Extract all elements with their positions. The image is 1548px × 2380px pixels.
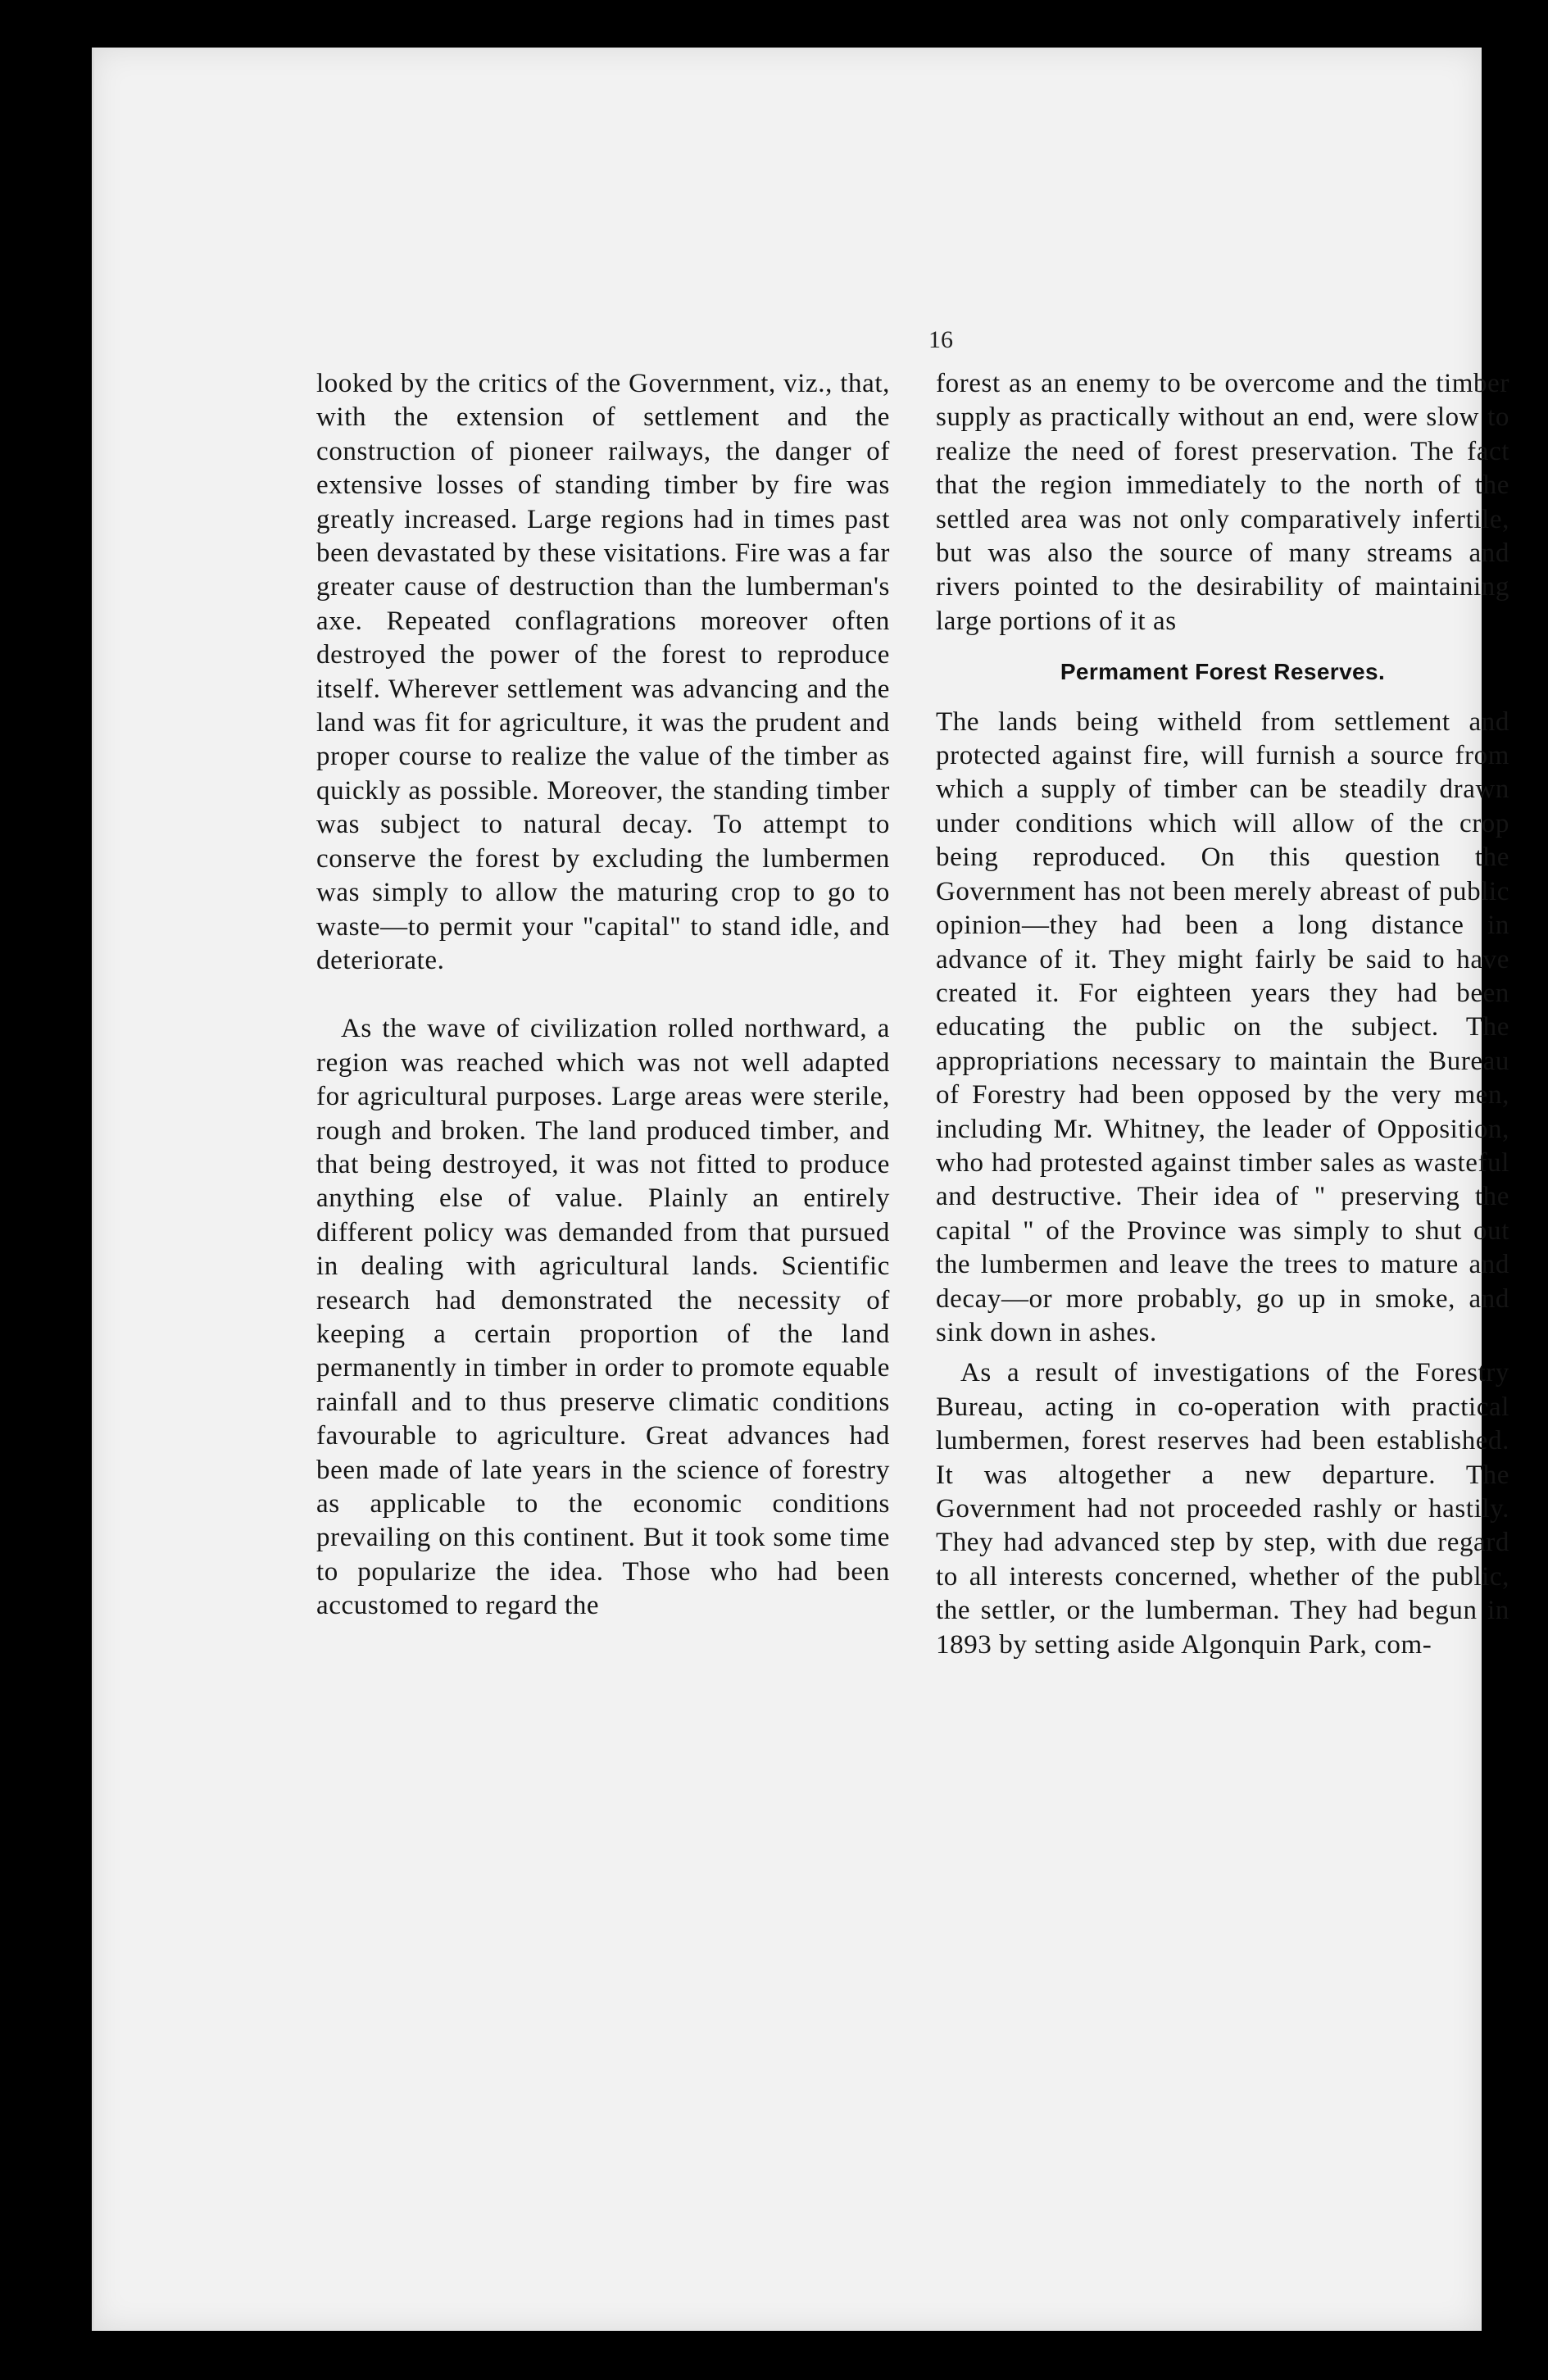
left-column [316, 367, 890, 1624]
right-column [936, 367, 1509, 1662]
left-paragraph-1: looked by the critics of the Government, viz., that, with the extension of settlement and the construction of pioneer railways, the danger of extensive losses of standing timber by fire was greatly increased. Large regions had in times past been devastated by these visitations. Fire was a far greater cause of destruction than the lumberman's axe. Repeated conflagrations moreover often destroyed the power of the forest to reproduce itself. Wherever settlement was advancing and the land was fit for agriculture, it was the prudent and proper course to realize the value of the timber as quickly as possible. Moreover, the standing timber was subject to natural decay. To attempt to conserve the forest by excluding the lumbermen was simply to allow the maturing crop to go to waste—to permit your "capital" to stand idle, and deteriorate. [316, 369, 890, 975]
right-paragraph-1: forest as an enemy to be overcome and the timber supply as practically without an end, were slow to realize the need of forest preservation. The fact that the region immediately to the north of the settled area was not only comparatively infertile, but was also the source of many streams and rivers pointed to the desirability of maintaining large portions of it as [936, 369, 1509, 636]
left-paragraph-2: As the wave of civilization rolled northward, a region was reached which was not well adapted for agricultural purposes. Large areas were sterile, rough and broken. The land produced timber, and that being destroyed, it was not fitted to produce anything else of value. Plainly an entirely different policy was demanded from that pursued in dealing with agricultural lands. Scientific research had demonstrated the necessity of keeping a certain proportion of the land permanently in timber in order to promote equable rainfall and to thus preserve climatic conditions favourable to agriculture. Great advances had been made of late years in the science of forestry as applicable to the economic conditions prevailing on this continent. But it took some time to popularize the idea. Those who had been accustomed to regard the [316, 1014, 890, 1621]
section-heading: Permament Forest Reserves. [1060, 659, 1386, 685]
right-paragraph-2: The lands being witheld from settlement and protected against fire, will furnish a source from which a supply of timber can be steadily drawn under conditions which will allow of the crop being reproduced. On this question the Government has not been merely abreast of public opinion—they had been a long distance in advance of it. They might fairly be said to have created it. For eighteen years they had been educating the public on the subject. The appropriations necessary to maintain the Bureau of Forestry had been opposed by the very men, including Mr. Whitney, the leader of Opposition, who had protested against timber sales as wasteful and destructive. Their idea of " preserving the capital " of the Province was simply to shut out the lumbermen and leave the trees to mature and decay—or more probably, go up in smoke, and sink down in ashes. [936, 706, 1509, 1347]
page-number: 16 [928, 326, 953, 353]
right-paragraph-3: As a result of investigations of the Forestry Bureau, acting in co-operation with practical lumbermen, forest reserves had been established. It was altogether a new departure. The Government had not proceeded rashly or hastily. They had advanced step by step, with due regard to all interests concerned, whether of the public, the settler, or the lumberman. They had begun in 1893 by setting aside Algonquin Park, com- [936, 1358, 1509, 1660]
